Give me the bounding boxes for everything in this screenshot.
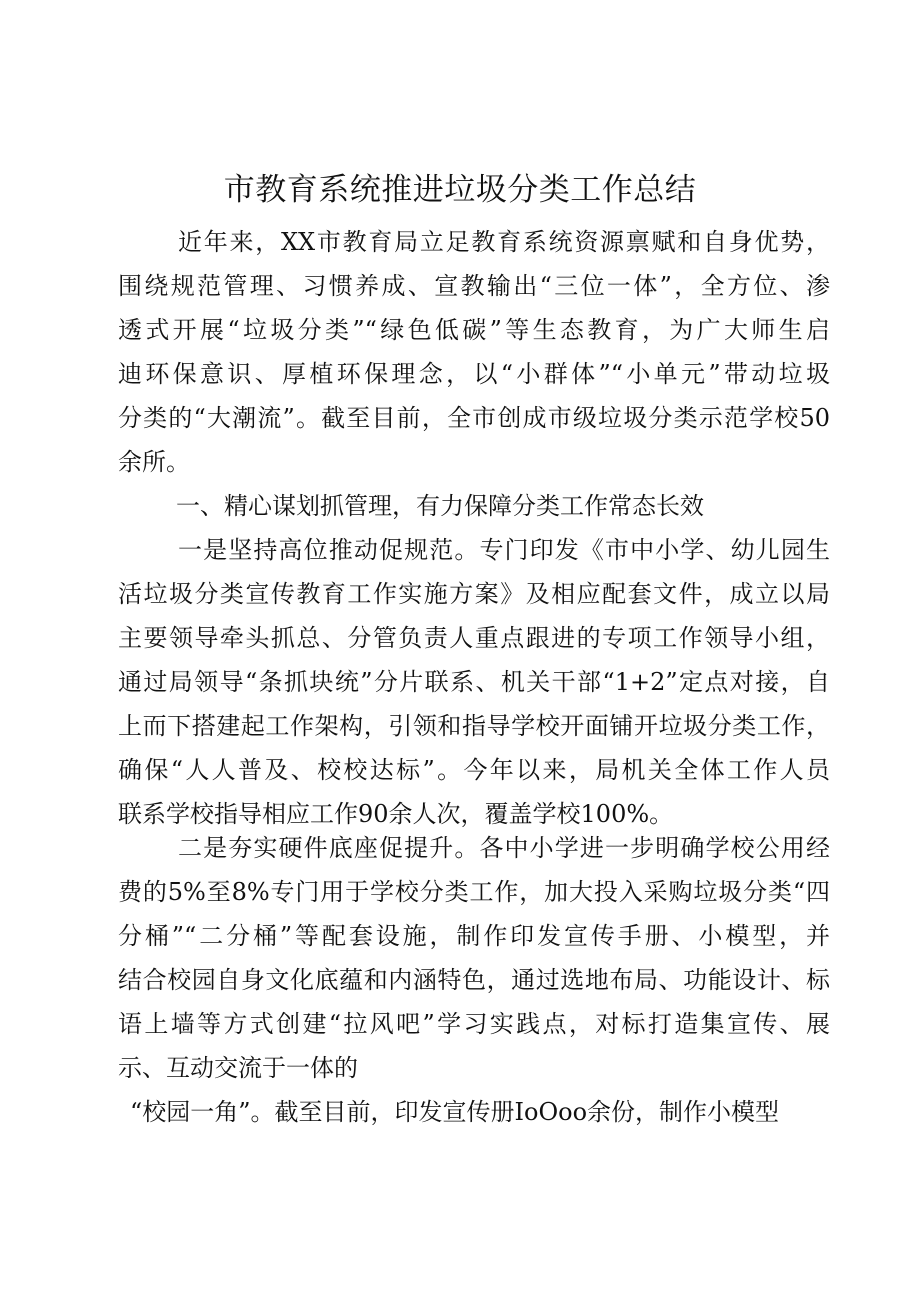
document-title: 市教育系统推进垃圾分类工作总结: [223, 172, 697, 208]
intro-line-4: 迪环保意识、厚植环保理念，以“小群体”“小单元”带动垃圾: [118, 360, 830, 388]
para1-line-7: 联系学校指导相应工作90余人次，覆盖学校100%。: [118, 800, 674, 828]
section1-paragraph-2: [118, 826, 830, 1134]
section-heading-1: 一、精心谋划抓管理，有力保障分类工作常态长效: [176, 492, 704, 520]
para2-line-6: 示、互动交流于一体的: [118, 1054, 358, 1082]
para1-line-2: 活垃圾分类宣传教育工作实施方案》及相应配套文件，成立以局: [118, 580, 830, 608]
para1-line-5: 上而下搭建起工作架构，引领和指导学校开面铺开垃圾分类工作，: [118, 712, 830, 740]
intro-line-2: 围绕规范管理、习惯养成、宣教输出“三位一体”，全方位、渗: [118, 272, 830, 300]
section1-paragraph-1: [118, 528, 830, 836]
para2-line-1: 二是夯实硬件底座促提升。各中小学进一步明确学校公用经: [178, 834, 830, 862]
para2-line-3: 分桶”“二分桶”等配套设施，制作印发宣传手册、小模型，并: [118, 922, 830, 950]
para2-line-7: “校园一角”。截至目前，印发宣传册IoOoo余份，制作小模型: [130, 1098, 780, 1126]
para1-line-3: 主要领导牵头抓总、分管负责人重点跟进的专项工作领导小组，: [118, 624, 830, 652]
para2-line-4: 结合校园自身文化底蕴和内涵特色，通过选地布局、功能设计、标: [118, 966, 830, 994]
para2-line-5: 语上墙等方式创建“拉风吧”学习实践点，对标打造集宣传、展: [118, 1010, 830, 1038]
para1-line-1: 一是坚持高位推动促规范。专门印发《市中小学、幼儿园生: [178, 536, 830, 564]
intro-line-3: 透式开展“垃圾分类”“绿色低碳”等生态教育，为广大师生启: [118, 316, 830, 344]
para2-line-2: 费的5%至8%专门用于学校分类工作，加大投入采购垃圾分类“四: [118, 878, 830, 906]
intro-line-6: 余所。: [118, 448, 190, 476]
intro-paragraph: [118, 220, 830, 484]
para1-line-6: 确保“人人普及、校校达标”。今年以来，局机关全体工作人员: [118, 756, 830, 784]
para1-line-4: 通过局领导“条抓块统”分片联系、机关干部“1+2”定点对接，自: [118, 668, 830, 696]
intro-line-5: 分类的“大潮流”。截至目前，全市创成市级垃圾分类示范学校50: [118, 404, 830, 432]
intro-line-1: 近年来，XX市教育局立足教育系统资源禀赋和自身优势，: [178, 228, 830, 256]
